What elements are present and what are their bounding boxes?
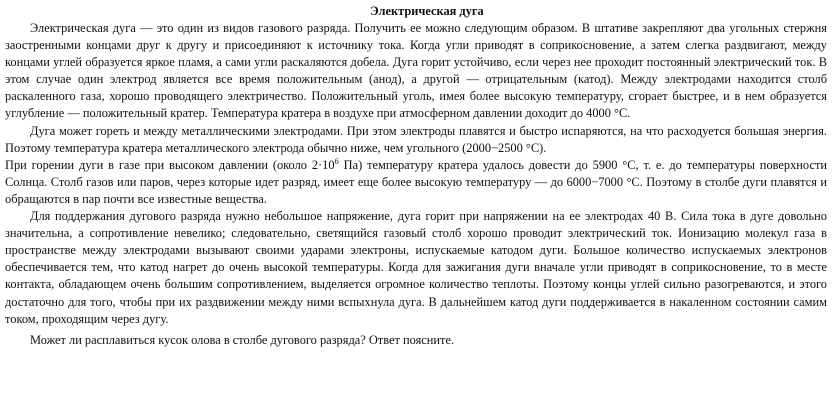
pressure-exponent: 6	[334, 155, 339, 166]
high-pressure-text-after: Па) температуру кратера удалось довести до 5900 °С, т. е. до температуры поверхности Солнца. Столб газов или паров, через которые идет разряд, имеет еще более высокую температуру — до 6000−7000 °С. Поэтому в столбе дуги плавятся и обращаются в пар почти все известные вещества.	[5, 157, 827, 206]
question-text: Может ли расплавиться кусок олова в столбе дугового разряда? Ответ поясните.	[30, 332, 455, 347]
paragraph-arc-maintenance: Для поддержания дугового разряда нужно небольшое напряжение, дуга горит при напряжении на ее электродах 40 В. Сила тока в дуге довольно значительна, а сопротивление невелико; следовательно, светящийся газовый столб хорошо проводит электрический ток. Ионизацию молекул газа в пространстве между электродами вызывают своими ударами электроны, испускаемые катодом дуги. Большое количество испускаемых электронов обеспечивается тем, что катод нагрет до очень высокой температуры. Когда для зажигания дуги вначале угли приводят в соприкосновение, то в месте контакта, обладающем очень большим сопротивлением, выделяется огромное количество теплоты. Поэтому концы углей сильно разогреваются, и этого достаточно для того, чтобы при их раздвижении между ними вспыхнула дуга. В дальнейшем катод дуги поддерживается в накаленном состоянии самим током, проходящим через дугу.	[5, 209, 827, 326]
document-title: Электрическая дуга	[370, 4, 484, 18]
paragraph-arc-description: Электрическая дуга — это один из видов газового разряда. Получить ее можно следующим образом. В штативе закрепляют два угольных стержня заостренными концами друг к другу и присоединяют к источнику тока. Когда угли приводят в соприкосновение, а затем слегка раздвигают, между концами углей образуется яркое пламя, а сами угли раскаляются добела. Дуга горит устойчиво, если через нее проходит постоянный электрический ток. В этом случае один электрод является все время положительным (анод), а другой — отрицательным (катод). Между электродами находится столб раскаленного газа, хорошо проводящего электричество. Положительный уголь, имея более высокую температуру, сгорает быстрее, и в нем образуется углубление — положительный кратер. Температура кратера в воздухе при атмосферном давлении доходит до 4000 °С.	[5, 21, 827, 121]
document-page	[5, 3, 827, 349]
paragraph-metal-electrodes: Дуга может гореть и между металлическими электродами. При этом электроды плавятся и быстро испаряются, на что расходуется большая энергия. Поэтому температура кратера металлического электрода обычно ниже, чем угольного (2000−2500 °С).	[5, 123, 827, 155]
high-pressure-text-before: При горении дуги в газе при высоком давлении (около 2·10	[5, 157, 335, 172]
paragraph-high-pressure	[5, 157, 827, 208]
